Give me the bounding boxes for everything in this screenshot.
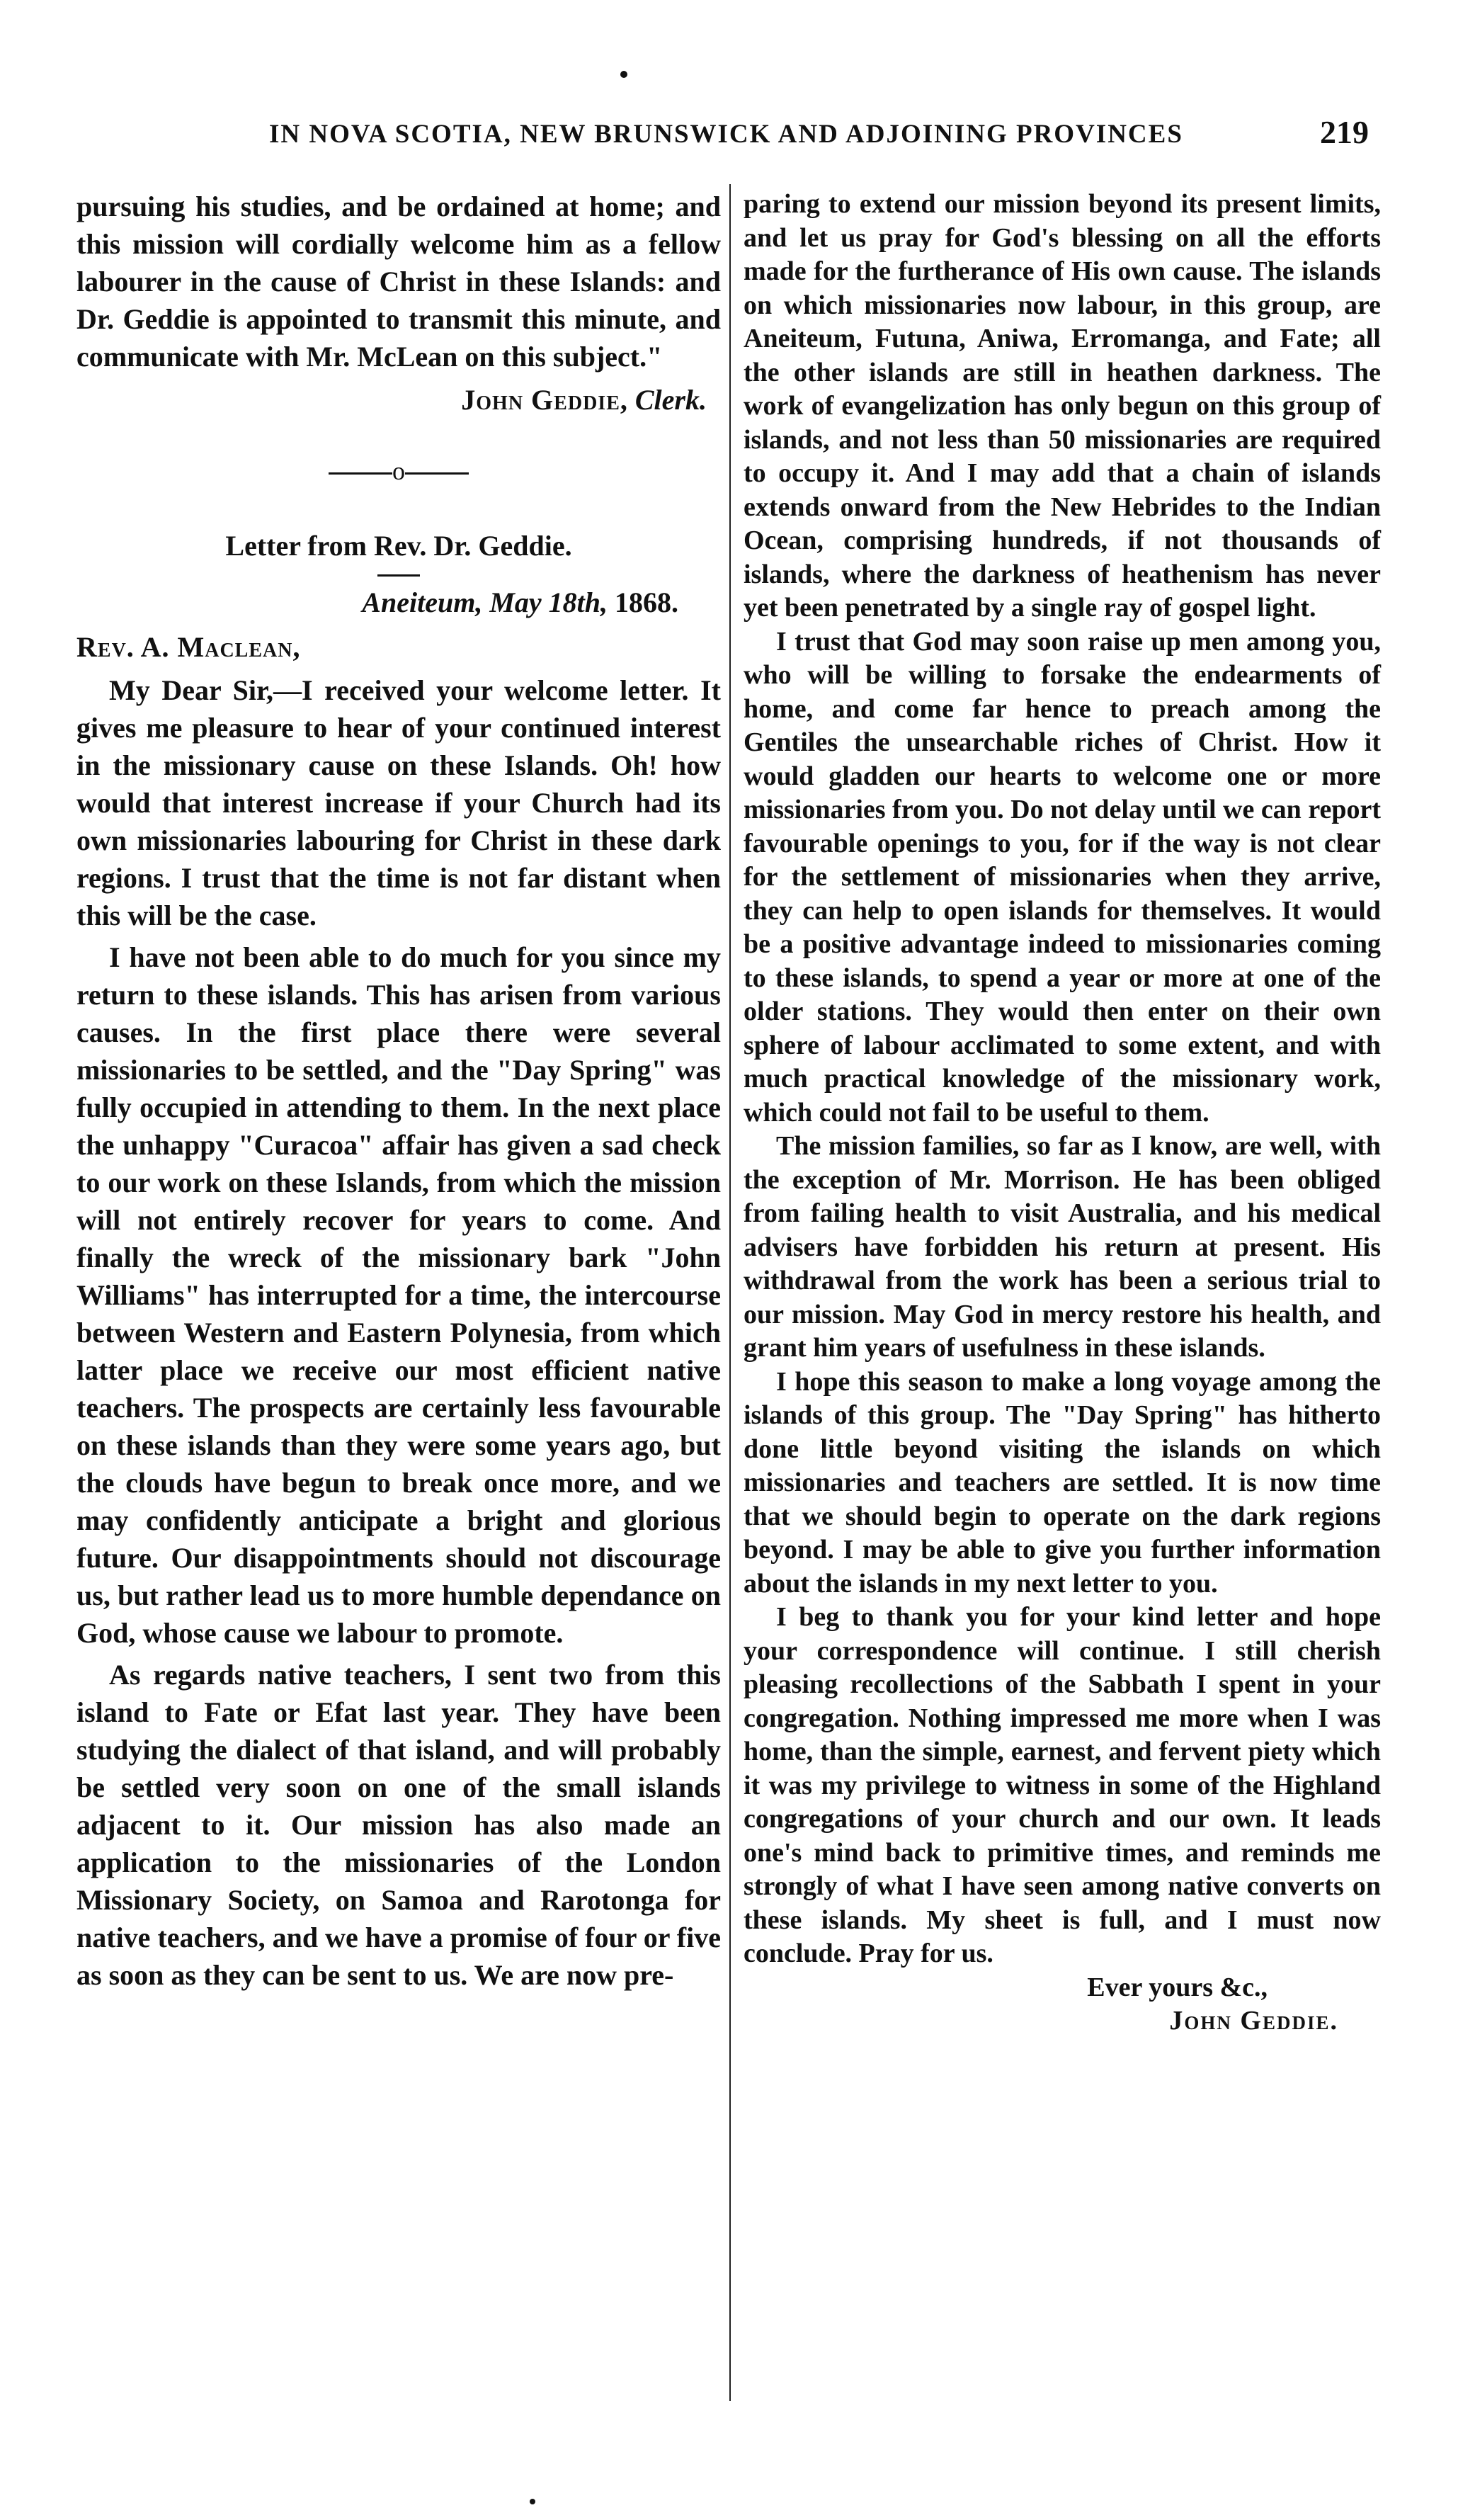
dateline: [76, 584, 721, 621]
body-paragraph: I have not been able to do much for you since my return to these islands. This has arisen from various causes. In the first place there were several missionaries to be settled, and the "Day Spring" was fully occupied in attending to them. In the next place the unhappy "Curacoa" affair has given a sad check to our work on these Islands, from which the mission will not entirely recover for years to come. And finally the wreck of the missionary bark "John Williams" has interrupted for a time, the intercourse between Western and Eastern Polynesia, from which latter place we receive our most efficient native teachers. The prospects are certainly less favourable on these islands than they were some years ago, but the clouds have begun to break once more, and we may confidently anticipate a bright and glorious future. Our disappointments should not discourage us, but rather lead us to more humble dependance on God, whose cause we labour to promote.: [76, 941, 721, 1649]
signature-role: Clerk.: [634, 384, 707, 416]
body-paragraph: The mission families, so far as I know, are well, with the exception of Mr. Morrison. He has been obliged from failing health to visit Australia, and his medical advisers have forbidden his return at present. His withdrawal from the work has been a serious trial to our mission. May God in mercy restore his health, and grant him years of usefulness in these islands.: [744, 1131, 1381, 1363]
title-rule: [377, 574, 420, 577]
body-paragraph: paring to extend our mission beyond its present limits, and let us pray for God's blessing on all the efforts made for the furtherance of His own cause. The islands on which missionaries now labour, in this group, are Aneiteum, Futuna, Aniwa, Erromanga, and Fate; all the other islands are still in heathen darkness. The work of evangelization has only begun on this group of islands, and not less than 50 missionaries are required to occupy it. And I may add that a chain of islands extends onward from the New Hebrides to the Indian Ocean, comprising hundreds, if not thousands of islands, where the darkness of heathenism has never yet been penetrated by a single ray of gospel light.: [744, 189, 1381, 623]
body-paragraph: My Dear Sir,—I received your welcome letter. It gives me pleasure to hear of your continued interest in the missionary cause on these Islands. Oh! how would that interest increase if your Church had its own missionaries labouring for Christ in these dark regions. I trust that the time is not far distant when this will be the case.: [76, 674, 721, 931]
closing-signature: John Geddie.: [1169, 2006, 1338, 2036]
body-paragraph: I trust that God may soon raise up men among you, who will be willing to forsake the endearments of home, and come far hence to preach among the Gentiles the unsearchable riches of Christ. How it would gladden our hearts to welcome one or more missionaries from you. Do not delay until we can report favourable openings to you, for if the way is not clear for the settlement of missionaries when they arrive, they can help to open islands for themselves. It would be a positive advantage indeed to missionaries coming to these islands, to spend a year or more at one of the older stations. They would then enter on their own sphere of labour acclimated to some extent, and with much practical knowledge of the missionary work, which could not fail to be useful to them.: [744, 626, 1382, 1128]
body-paragraph: As regards native teachers, I sent two from this island to Fate or Efat last year. They have been studying the dialect of that island, and will probably be settled very soon on one of the small islands adjacent to it. Our mission has also made an application to the missionaries of the London Missionary Society, on Samoa and Rarotonga for native teachers, and we have a promise of four or five as soon as they can be sent to us. We are now pre-: [76, 1659, 721, 1991]
bottom-dot: [530, 2499, 535, 2504]
section-separator: [76, 453, 721, 490]
running-head: IN NOVA SCOTIA, NEW BRUNSWICK AND ADJOINING PROVINCES: [269, 120, 1183, 149]
separator-mark: o: [392, 457, 405, 485]
header-dot: [620, 71, 627, 78]
body-paragraph: I beg to thank you for your kind letter and hope your correspondence will continue. I still cherish pleasing recollections of the Sabbath I spent in your congregation. Nothing impressed me more when I was home, than the simple, earnest, and fervent piety which it was my privilege to witness in some of the Highland congregations of your church and our own. It leads one's mind back to primitive times, and reminds me strongly of what I have seen among native converts on these islands. My sheet is full, and I must now conclude. Pray for us.: [744, 1602, 1381, 1968]
right-column: [744, 188, 1381, 2038]
letter-title: Letter from Rev. Dr. Geddie.: [225, 530, 572, 562]
minute-signature: [76, 381, 721, 419]
left-column: [76, 188, 721, 1994]
separator-dash-right: [405, 472, 469, 475]
separator-dash-left: [329, 472, 392, 475]
addressee: Rev. A. Maclean,: [76, 631, 301, 663]
dateline-place: Aneiteum, May 18th,: [362, 586, 608, 618]
continuation-paragraph: pursuing his studies, and be ordained at home; and this mission will cordially welcome him as a fellow labourer in the cause of Christ in these Islands: and Dr. Geddie is appointed to transmit this minute, and communicate with Mr. McLean on this subject.": [76, 191, 721, 373]
closing-line: Ever yours &c.,: [1087, 1972, 1268, 2002]
signature-name: John Geddie,: [461, 384, 628, 416]
dateline-year: 1868.: [615, 586, 678, 618]
column-divider: [729, 184, 731, 2401]
body-paragraph: I hope this season to make a long voyage among the islands of this group. The "Day Spring" has hitherto done little beyond visiting the islands on which missionaries and teachers are settled. It is now time that we should begin to operate on the dark regions beyond. I may be able to give you further information about the islands in my next letter to you.: [744, 1366, 1381, 1599]
page-number: 219: [1320, 114, 1369, 150]
